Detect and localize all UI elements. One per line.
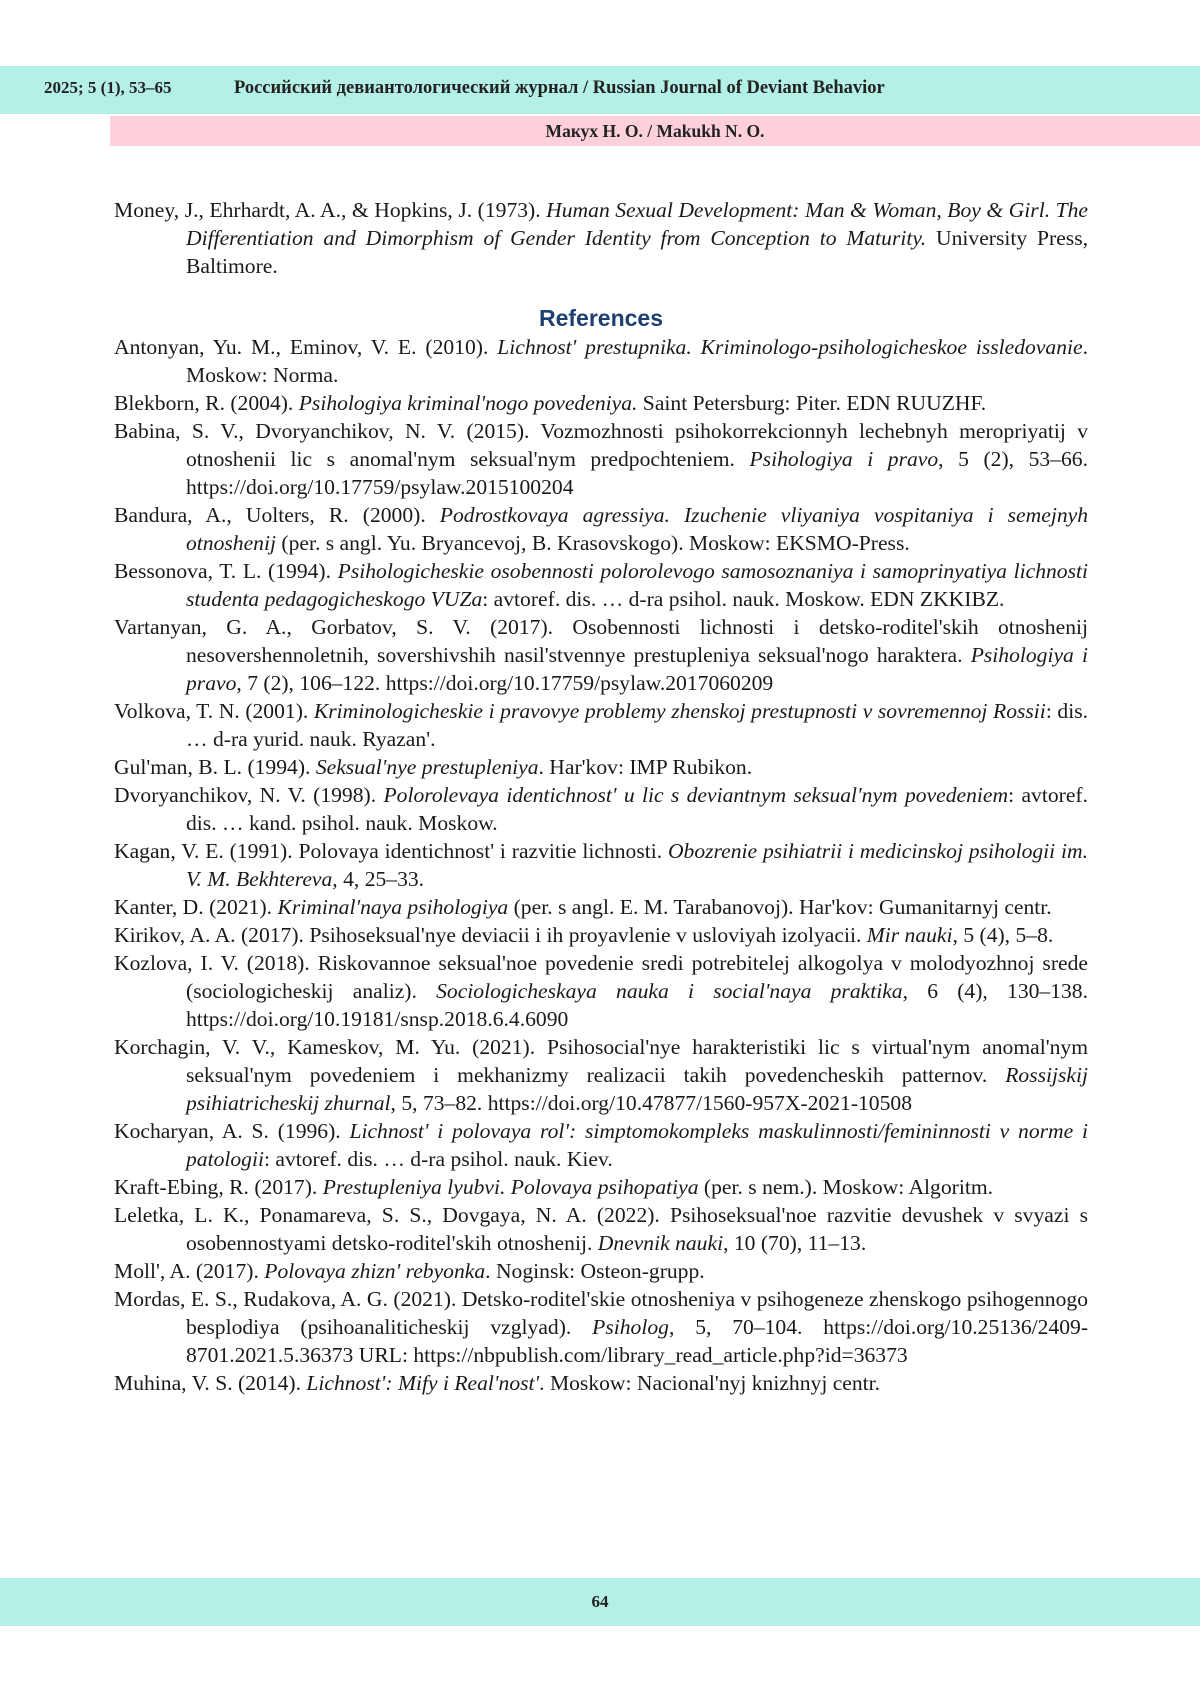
reference-details: : avtoref. dis. … kand. psihol. nauk. Moskow.: [186, 783, 1088, 835]
reference-title: Prestupleniya lyubvi. Polovaya psihopatiya: [322, 1175, 699, 1199]
journal-title: Российский девиантологический журнал / Russian Journal of Deviant Behavior: [234, 78, 885, 98]
reference-title: Kriminal'naya psihologiya: [277, 895, 509, 919]
issue-info: 2025; 5 (1), 53–65: [44, 78, 172, 97]
reference-details: , 4, 25–33.: [332, 867, 425, 891]
reference-authors: Babina, S. V., Dvoryanchikov, N. V. (2015). Vozmozhnosti psihokorrekcionnyh lechebnyh meropriyatij v otnoshenii lic s anomal'nym seksual'nym predpochteniem.: [114, 419, 1088, 471]
reference-authors: Bandura, A., Uolters, R. (2000).: [114, 503, 440, 527]
reference-title: Lichnost' prestupnika. Kriminologo-psihologicheskoe issledovanie: [497, 335, 1083, 359]
reference-details: . Moskow: Nacional'nyj knizhnyj centr.: [539, 1371, 881, 1395]
reference-title: Human Sexual Development: Man & Woman, Boy & Girl. The Differentiation and Dimorphism of Gender Identity from Conception to Maturity.: [186, 198, 1088, 250]
reference-title: Polorolevaya identichnost' u lic s deviantnym seksual'nym povedeniem: [383, 783, 1009, 807]
reference-title: Psihologiya i pravo: [749, 447, 939, 471]
reference-details: . Moskow: Norma.: [186, 335, 1088, 387]
reference-entry: [114, 196, 1088, 280]
reference-details: , 10 (70), 11–13.: [723, 1231, 867, 1255]
reference-list-body: [114, 196, 1088, 1397]
reference-entry: [114, 333, 1088, 389]
reference-details: . Noginsk: Osteon-grupp.: [485, 1259, 705, 1283]
reference-authors: Gul'man, B. L. (1994).: [114, 755, 316, 779]
reference-details: (per. s angl. Yu. Bryancevoj, B. Krasovskogo). Moskow: EKSMO-Press.: [275, 531, 910, 555]
reference-details: , 5 (2), 53–66. https://doi.org/10.17759/psylaw.2015100204: [186, 447, 1088, 499]
reference-details: University Press, Baltimore.: [186, 226, 1088, 278]
reference-title: Psihologicheskie osobennosti polorolevogo samosoznaniya i samoprinyatiya lichnosti studenta pedagogicheskogo VUZa: [186, 559, 1088, 611]
reference-authors: Muhina, V. S. (2014).: [114, 1371, 307, 1395]
section-title: References: [538, 305, 664, 331]
reference-authors: Blekborn, R. (2004).: [114, 391, 299, 415]
reference-authors: Bessonova, T. L. (1994).: [114, 559, 338, 583]
reference-title: Psiholog: [592, 1315, 669, 1339]
reference-entry: [114, 1117, 1088, 1173]
reference-details: (per. s angl. E. M. Tarabanovoj). Har'kov: Gumanitarnyj centr.: [508, 895, 1052, 919]
reference-entry: [114, 613, 1088, 697]
reference-authors: Dvoryanchikov, N. V. (1998).: [114, 783, 384, 807]
reference-details: : dis. … d-ra yurid. nauk. Ryazan'.: [186, 699, 1088, 751]
reference-entry: [114, 781, 1088, 837]
reference-authors: Kirikov, A. A. (2017). Psihoseksual'nye deviacii i ih proyavlenie v usloviyah izolyacii.: [114, 923, 867, 947]
reference-title: Psihologiya kriminal'nogo povedeniya.: [298, 391, 638, 415]
reference-details: . Har'kov: IMP Rubikon.: [538, 755, 753, 779]
header-bar: [0, 66, 1200, 114]
reference-details: : avtoref. dis. … d-ra psihol. nauk. Moskow. EDN ZKKIBZ.: [482, 587, 1005, 611]
reference-entry: [114, 417, 1088, 501]
reference-details: , 5, 73–82. https://doi.org/10.47877/1560-957X-2021-10508: [390, 1091, 912, 1115]
reference-title: Lichnost' i polovaya rol': simptomokompleks maskulinnosti/femininnosti v norme i patologii: [186, 1119, 1088, 1171]
reference-authors: Kocharyan, A. S. (1996).: [114, 1119, 350, 1143]
reference-details: , 5, 70–104. https://doi.org/10.25136/2409-8701.2021.5.36373 URL: https://nbpublish.com/library_read_article.php?id=36373: [186, 1315, 1089, 1367]
reference-details: Saint Petersburg: Piter. EDN RUUZHF.: [637, 391, 987, 415]
references-list: [114, 333, 1088, 1397]
footer-bar: [0, 1578, 1200, 1626]
reference-entry: [114, 501, 1088, 557]
reference-entry: [114, 1201, 1088, 1257]
reference-title: Polovaya zhizn' rebyonka: [264, 1259, 486, 1283]
reference-entry: [114, 753, 1088, 781]
reference-entry: [114, 389, 1088, 417]
reference-authors: Vartanyan, G. A., Gorbatov, S. V. (2017). Osobennosti lichnosti i detsko-roditel'skih otnoshenij nesovershennoletnih, sovershivshih nasil'stvennye prestupleniya seksual'nogo haraktera.: [114, 615, 1088, 667]
reference-title: Rossijskij psihiatricheskij zhurnal: [186, 1063, 1088, 1115]
reference-entry: [114, 557, 1088, 613]
page-number: 64: [591, 1592, 609, 1611]
reference-title: Sociologicheskaya nauka i social'naya praktika: [436, 979, 903, 1003]
reference-entry: [114, 837, 1088, 893]
reference-entry: [114, 697, 1088, 753]
reference-title: Lichnost': Mify i Real'nost': [306, 1371, 540, 1395]
reference-entry: [114, 893, 1088, 921]
reference-entry: [114, 1033, 1088, 1117]
reference-entry: [114, 1285, 1089, 1369]
reference-entry: [114, 1173, 1088, 1201]
reference-entry: [114, 921, 1088, 949]
reference-details: , 7 (2), 106–122. https://doi.org/10.17759/psylaw.2017060209: [236, 671, 774, 695]
reference-title: Dnevnik nauki: [597, 1231, 724, 1255]
author-bar: Макух Н. О. / Makukh N. O.: [110, 116, 1200, 146]
reference-entry: [114, 1257, 1088, 1285]
reference-authors: Kozlova, I. V. (2018). Riskovannoe seksual'noe povedenie sredi potrebitelej alkogolya v molodyozhnoj srede (sociologicheskij analiz).: [114, 951, 1088, 1003]
reference-authors: Money, J., Ehrhardt, A. A., & Hopkins, J. (1973).: [114, 198, 547, 222]
reference-authors: Kagan, V. E. (1991). Polovaya identichnost' i razvitie lichnosti.: [114, 839, 668, 863]
reference-authors: Kraft-Ebing, R. (2017).: [114, 1175, 323, 1199]
reference-title: Podrostkovaya agressiya. Izuchenie vliyaniya vospitaniya i semejnyh otnoshenij: [186, 503, 1088, 555]
reference-authors: Mordas, E. S., Rudakova, A. G. (2021). Detsko-roditel'skie otnosheniya v psihogeneze zhenskogo psihogennogo besplodiya (psihoanaliticheskij vzglyad).: [114, 1287, 1088, 1339]
reference-authors: Moll', A. (2017).: [114, 1259, 265, 1283]
reference-title: Seksual'nye prestupleniya: [315, 755, 539, 779]
reference-entry: [114, 1369, 1088, 1397]
reference-details: : avtoref. dis. … d-ra psihol. nauk. Kiev.: [263, 1147, 613, 1171]
reference-authors: Korchagin, V. V., Kameskov, M. Yu. (2021). Psihosocial'nye harakteristiki lic s virtual'nym anomal'nym seksual'nym povedeniem i mekhanizmy realizacii takih povedencheskih patternov.: [114, 1035, 1088, 1087]
reference-details: (per. s nem.). Moskow: Algoritm.: [698, 1175, 994, 1199]
reference-authors: Kanter, D. (2021).: [114, 895, 278, 919]
reference-title: Psihologiya i pravo: [186, 643, 1088, 695]
reference-title: Mir nauki: [866, 923, 953, 947]
reference-title: Kriminologicheskie i pravovye problemy zhenskoj prestupnosti v sovremennoj Rossii: [313, 699, 1046, 723]
reference-authors: Volkova, T. N. (2001).: [114, 699, 314, 723]
reference-authors: Antonyan, Yu. M., Eminov, V. E. (2010).: [114, 335, 498, 359]
reference-details: , 6 (4), 130–138. https://doi.org/10.19181/snsp.2018.6.4.6090: [186, 979, 1088, 1031]
reference-authors: Leletka, L. K., Ponamareva, S. S., Dovgaya, N. A. (2022). Psihoseksual'noe razvitie devushek v svyazi s osobennostyami detsko-roditel'skih otnoshenij.: [114, 1203, 1088, 1255]
reference-entry: [114, 949, 1088, 1033]
reference-title: Obozrenie psihiatrii i medicinskoj psihologii im. V. M. Bekhtereva: [186, 839, 1088, 891]
reference-details: , 5 (4), 5–8.: [952, 923, 1054, 947]
